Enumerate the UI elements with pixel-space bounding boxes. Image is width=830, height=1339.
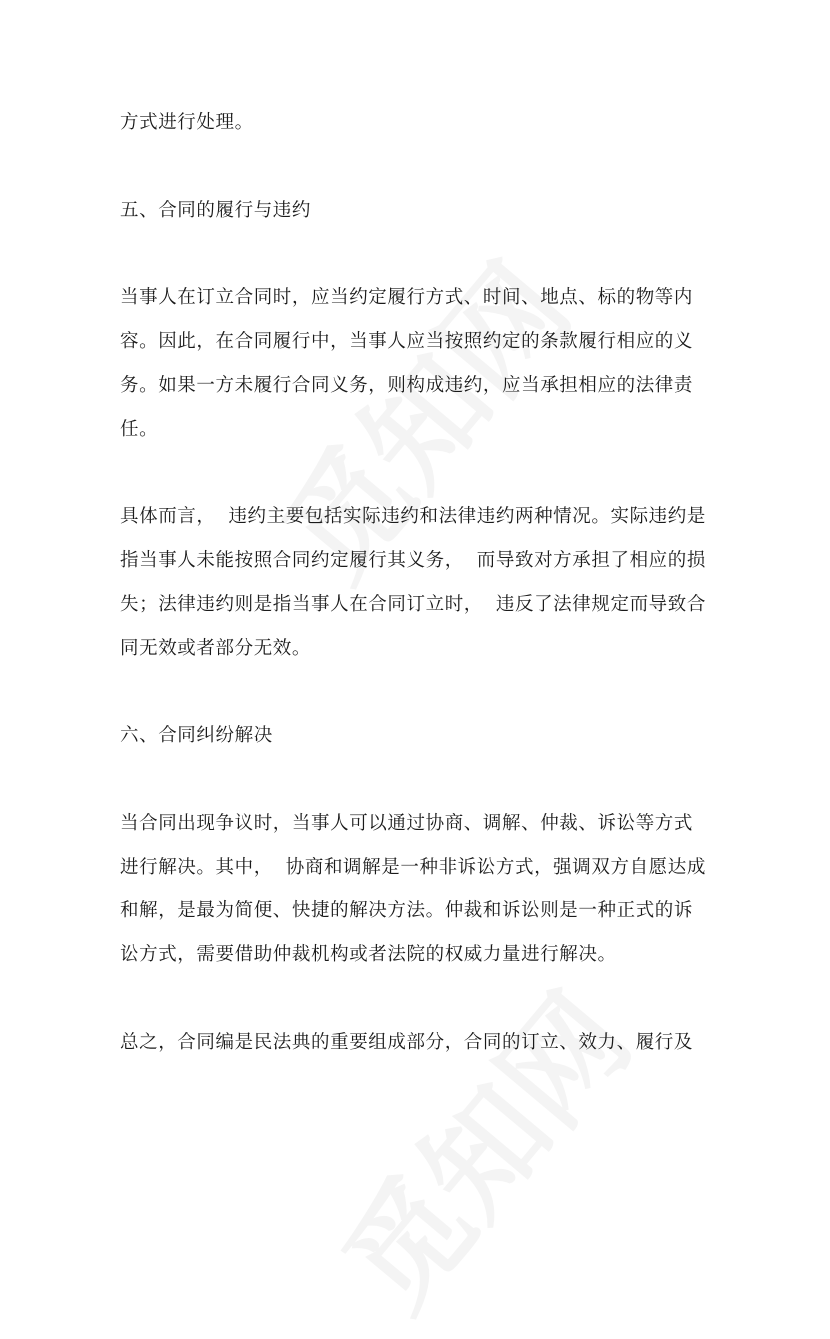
text-line: 当合同出现争议时，当事人可以通过协商、调解、仲裁、诉讼等方式 bbox=[120, 812, 694, 834]
blank-line bbox=[120, 758, 720, 802]
blank-line bbox=[120, 145, 720, 189]
text-line: 务。如果一方未履行合同义务，则构成违约，应当承担相应的法律责 bbox=[120, 374, 694, 396]
text-line: 具体而言， 违约主要包括实际违约和法律违约两种情况。实际违约是 bbox=[120, 506, 706, 528]
text-line: 同无效或者部分无效。 bbox=[120, 637, 312, 659]
blank-line bbox=[120, 977, 720, 1021]
text-line: 五、合同的履行与违约 bbox=[120, 199, 312, 221]
text-line: 讼方式，需要借助仲裁机构或者法院的权威力量进行解决。 bbox=[120, 944, 617, 966]
blank-line bbox=[120, 232, 720, 276]
text-line: 和解，是最为简便、快捷的解决方法。仲裁和诉讼则是一种正式的诉 bbox=[120, 900, 694, 922]
blank-line bbox=[120, 670, 720, 714]
text-line: 六、合同纠纷解决 bbox=[120, 725, 273, 747]
text-line: 失；法律违约则是指当事人在合同订立时， 违反了法律规定而导致合 bbox=[120, 593, 706, 615]
text-line: 容。因此，在合同履行中，当事人应当按照约定的条款履行相应的义 bbox=[120, 330, 694, 352]
text-line: 任。 bbox=[120, 418, 159, 440]
text-line: 方式进行处理。 bbox=[120, 112, 254, 133]
text-line: 进行解决。其中， 协商和调解是一种非诉讼方式，强调双方自愿达成 bbox=[120, 856, 706, 878]
text-line: 指当事人未能按照合同约定履行其义务， 而导致对方承担了相应的损 bbox=[120, 549, 706, 571]
text-line: 总之，合同编是民法典的重要组成部分，合同的订立、效力、履行及 bbox=[120, 1031, 694, 1053]
text-line: 当事人在订立合同时，应当约定履行方式、时间、地点、标的物等内 bbox=[120, 287, 694, 309]
document-body bbox=[120, 101, 720, 1065]
blank-line bbox=[120, 451, 720, 495]
